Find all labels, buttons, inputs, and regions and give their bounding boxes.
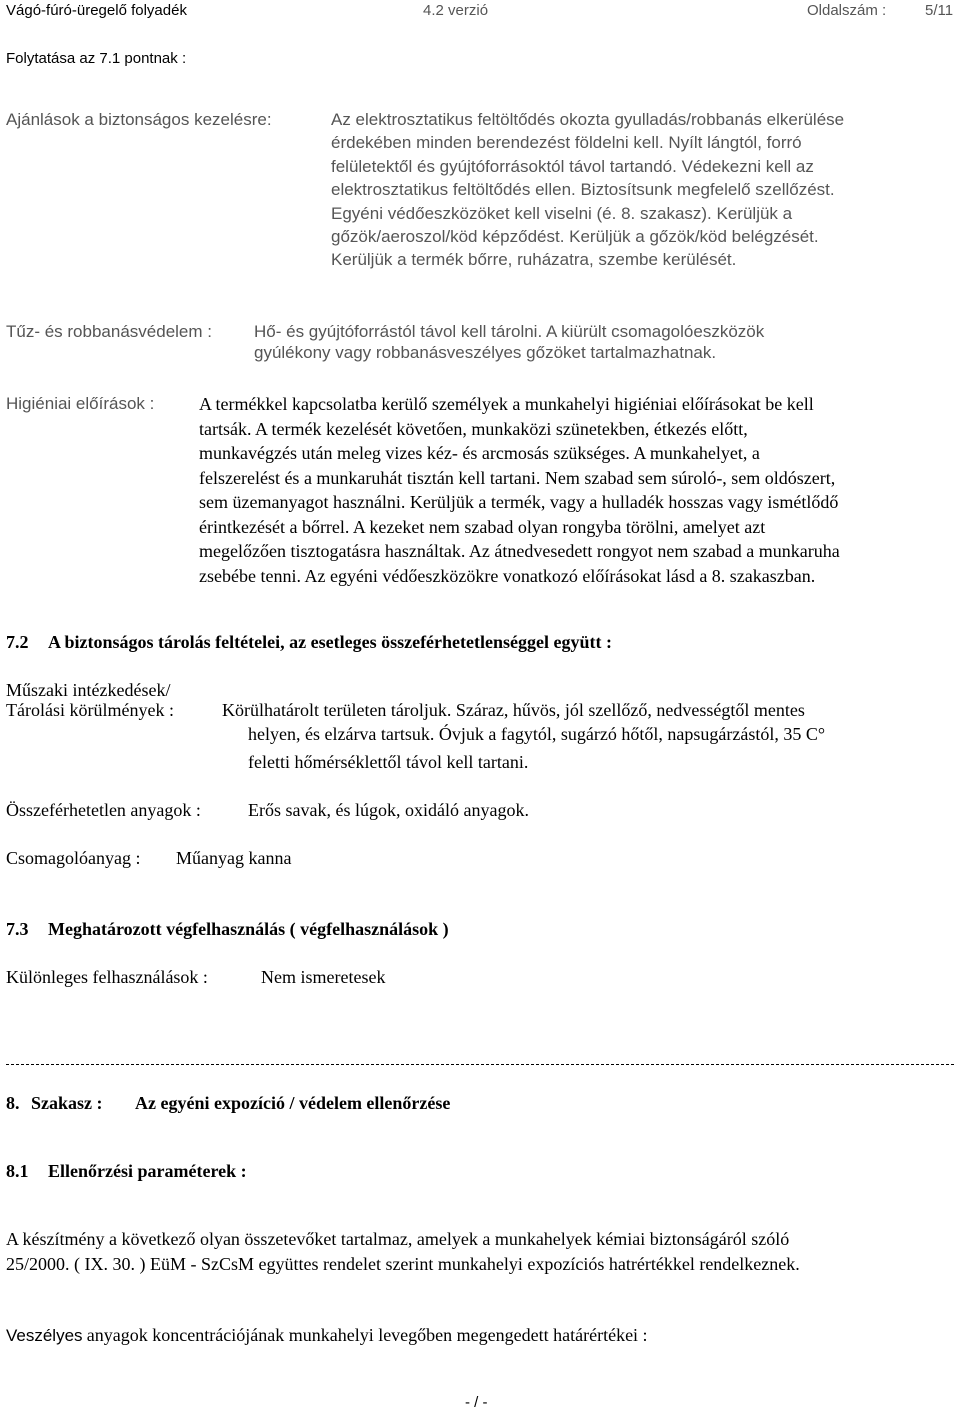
safe-handling-line: elektrosztatikus feltöltődés ellen. Biztosítsunk megfelelő szellőzést. bbox=[331, 180, 835, 200]
hygiene-text bbox=[199, 419, 840, 591]
incompatible-value: Erős savak, és lúgok, oxidáló anyagok. bbox=[248, 800, 529, 820]
section-divider bbox=[6, 1064, 954, 1065]
safe-handling-line: gőzök/aeroszol/köd képződést. Kerüljük a gőzök/köd belégzését. bbox=[331, 226, 819, 246]
limits-heading-prefix: Veszélyes bbox=[6, 1326, 83, 1345]
packaging-value: Műanyag kanna bbox=[176, 848, 292, 868]
section-7-3-number: 7.3 bbox=[6, 919, 29, 939]
hygiene-line: megelőzően tisztogatásra használtak. Az átnedvesedett rongyot nem szabad a munkaruha bbox=[199, 541, 840, 561]
storage-line: helyen, és elzárva tartsuk. Óvjuk a fagytól, sugárzó hőtől, napsugárzástól, 35 C° bbox=[248, 724, 826, 744]
intro-line: 25/2000. ( IX. 30. ) EüM - SzCsM együttes rendelet szerint munkahelyi expozíciós hatrértékkel rendelkeznek. bbox=[6, 1254, 800, 1274]
section-7-2-number: 7.2 bbox=[6, 632, 29, 652]
section-8-label: Szakasz : bbox=[31, 1093, 103, 1113]
storage-label-line1: Műszaki intézkedések/ bbox=[6, 680, 171, 700]
hygiene-line: zsebébe tenni. Az egyéni védőeszközökre vonatkozó előírásokat lásd a 8. szakaszban. bbox=[199, 565, 816, 586]
page-footer: - / - bbox=[465, 1394, 488, 1411]
hygiene-line: sem üzemanyagot használni. Kerüljük a termék, vagy a hulladék hosszas vagy ismétlődő bbox=[199, 492, 839, 512]
section-8-1-title: Ellenőrzési paraméterek : bbox=[48, 1161, 247, 1181]
header-page-number: 5/11 bbox=[925, 2, 954, 19]
header-version: 4.2 verzió bbox=[423, 2, 489, 19]
safe-handling-line: felületektől és gyújtóforrásoktól távol tartandó. Védekezni kell az bbox=[331, 156, 814, 176]
hygiene-label: Higiéniai előírások : bbox=[6, 394, 155, 413]
intro-line: A készítmény a következő olyan összetevőket tartalmaz, amelyek a munkahelyek kémiai biztonságáról szóló bbox=[6, 1229, 790, 1249]
section-7-3-title: Meghatározott végfelhasználás ( végfelhasználások ) bbox=[48, 919, 449, 939]
intro-text bbox=[6, 1229, 800, 1279]
hygiene-line: érintkezését a bőrrel. A kezeket nem szabad olyan rongyba törölni, amelyet azt bbox=[199, 516, 766, 537]
storage-line: feletti hőmérséklettől távol kell tartani. bbox=[248, 752, 529, 772]
packaging-label: Csomagolóanyag : bbox=[6, 848, 141, 868]
fire-protection-line: Hő- és gyújtóforrástól távol kell tárolni. A kiürült csomagolóeszközök bbox=[254, 322, 765, 341]
safe-handling-text bbox=[331, 110, 844, 274]
special-uses-value: Nem ismeretesek bbox=[261, 967, 386, 987]
safe-handling-line: Kerüljük a termék bőrre, ruházatra, szembe kerülését. bbox=[331, 250, 737, 270]
fire-protection-line: gyúlékony vagy robbanásveszélyes gőzöket tartalmazhatnak. bbox=[254, 343, 717, 362]
special-uses-label: Különleges felhasználások : bbox=[6, 967, 208, 987]
safe-handling-label: Ajánlások a biztonságos kezelésre: bbox=[6, 110, 272, 129]
storage-label-line2: Tárolási körülmények : bbox=[6, 700, 174, 720]
section-8-title: Az egyéni expozíció / védelem ellenőrzése bbox=[135, 1093, 451, 1113]
hygiene-line: felszerelést és a munkaruhát tisztán kell tartani. Nem szabad sem súroló-, sem oldószert, bbox=[199, 467, 836, 488]
continuation-note: Folytatása az 7.1 pontnak : bbox=[6, 50, 187, 67]
safe-handling-line: érdekében minden berendezést földelni kell. Nyílt lángtól, forró bbox=[331, 133, 802, 153]
safe-handling-line: Egyéni védőeszközöket kell viselni (é. 8. szakasz). Kerüljük a bbox=[331, 203, 793, 223]
hygiene-first-line: A termékkel kapcsolatba kerülő személyek a munkahelyi higiéniai előírásokat be kell bbox=[199, 394, 814, 414]
storage-first-line: Körülhatárolt területen tároljuk. Száraz, hűvös, jól szellőző, nedvességtől mentes bbox=[222, 700, 805, 720]
section-8-number: 8. bbox=[6, 1093, 20, 1113]
hygiene-line: tartsák. A termék kezelését követően, munkaközi szünetekben, étkezés előtt, bbox=[199, 418, 748, 439]
fire-protection-label: Tűz- és robbanásvédelem : bbox=[6, 322, 212, 341]
section-8-1-number: 8.1 bbox=[6, 1161, 29, 1181]
safe-handling-line: Az elektrosztatikus feltöltődés okozta gyulladás/robbanás elkerülése bbox=[331, 110, 845, 129]
header-page-label: Oldalszám : bbox=[807, 2, 887, 19]
incompatible-label: Összeférhetetlen anyagok : bbox=[6, 800, 201, 820]
header-product-name: Vágó-fúró-üregelő folyadék bbox=[6, 2, 187, 19]
limits-heading bbox=[6, 1325, 648, 1346]
storage-text bbox=[248, 724, 825, 776]
fire-protection-text bbox=[254, 322, 764, 366]
hygiene-line: munkavégzés után meleg vizes kéz- és arcmosás szükséges. A munkahelyet, a bbox=[199, 443, 760, 463]
section-7-2-title: A biztonságos tárolás feltételei, az esetleges összeférhetetlenséggel együtt : bbox=[48, 632, 612, 652]
limits-heading-rest: anyagok koncentrációjának munkahelyi levegőben megengedett határértékei : bbox=[86, 1325, 648, 1345]
